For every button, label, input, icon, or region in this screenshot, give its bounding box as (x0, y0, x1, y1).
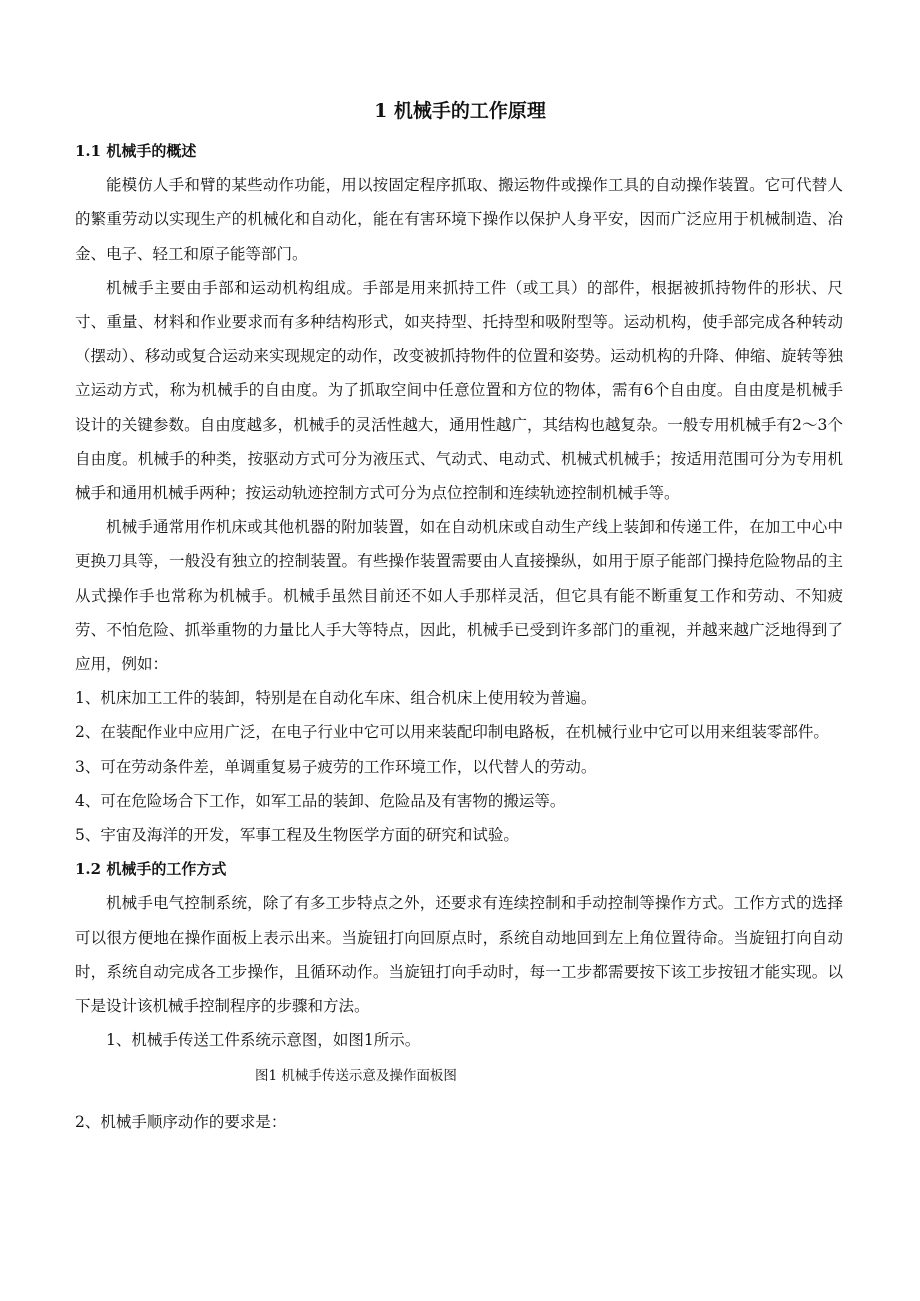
paragraph: 能模仿人手和臂的某些动作功能，用以按固定程序抓取、搬运物件或操作工具的自动操作装置。它可代替人的繁重劳动以实现生产的机械化和自动化，能在有害环境下操作以保护人身平安，因而广泛应用于机械制造、冶金、电子、轻工和原子能等部门。 (75, 176, 843, 263)
list-item: 1、机床加工工件的装卸，特别是在自动化车床、组合机床上使用较为普遍。 (75, 689, 597, 708)
section-heading: 1.2 机械手的工作方式 (75, 860, 227, 879)
paragraph: 机械手主要由手部和运动机构组成。手部是用来抓持工件（或工具）的部件，根据被抓持物件的形状、尺寸、重量、材料和作业要求而有多种结构形式，如夹持型、托持型和吸附型等。运动机构，使手部完成各种转动（摆动）、移动或复合运动来实现规定的动作，改变被抓持物件的位置和姿势。运动机构的升降、伸缩、旋转等独立运动方式，称为机械手的自由度。为了抓取空间中任意位置和方位的物体，需有6个自由度。自由度是机械手设计的关键参数。自由度越多，机械手的灵活性越大，通用性越广，其结构也越复杂。一般专用机械手有2～3个自由度。机械手的种类，按驱动方式可分为液压式、气动式、电动式、机械式机械手；按适用范围可分为专用机械手和通用机械手两种；按运动轨迹控制方式可分为点位控制和连续轨迹控制机械手等。 (75, 278, 843, 503)
section-heading: 1.1 机械手的概述 (75, 142, 197, 160)
paragraph: 机械手电气控制系统，除了有多工步特点之外，还要求有连续控制和手动控制等操作方式。工作方式的选择可以很方便地在操作面板上表示出来。当旋钮打向回原点时，系统自动地回到左上角位置待命。当旋钮打向自动时，系统自动完成各工步操作，且循环动作。当旋钮打向手动时，每一工步都需要按下该工步按钮才能实现。以下是设计该机械手控制程序的步骤和方法。 (75, 894, 843, 1016)
step-item: 1、机械手传送工件系统示意图，如图1所示。 (106, 1031, 421, 1050)
figure-caption: 图1 机械手传送示意及操作面板图 (255, 1068, 457, 1085)
list-item: 4、可在危险场合下工作，如军工品的装卸、危险品及有害物的搬运等。 (75, 791, 566, 810)
chapter-title: 1 机械手的工作原理 (374, 100, 546, 122)
list-item: 3、可在劳动条件差，单调重复易子疲劳的工作环境工作，以代替人的劳动。 (75, 757, 597, 776)
paragraph: 机械手通常用作机床或其他机器的附加装置，如在自动机床或自动生产线上装卸和传递工件，在加工中心中更换刀具等，一般没有独立的控制装置。有些操作装置需要由人直接操纵，如用于原子能部门操持危险物品的主从式操作手也常称为机械手。机械手虽然目前还不如人手那样灵活，但它具有能不断重复工作和劳动、不知疲劳、不怕危险、抓举重物的力量比人手大等特点，因此，机械手已受到许多部门的重视，并越来越广泛地得到了应用，例如： (75, 518, 843, 674)
step-item: 2、机械手顺序动作的要求是： (75, 1113, 287, 1132)
document-body (75, 134, 843, 1140)
list-item: 5、宇宙及海洋的开发，军事工程及生物医学方面的研究和试验。 (75, 826, 519, 845)
list-item: 2、在装配作业中应用广泛，在电子行业中它可以用来装配印制电路板，在机械行业中它可以用来组装零部件。 (75, 723, 829, 742)
